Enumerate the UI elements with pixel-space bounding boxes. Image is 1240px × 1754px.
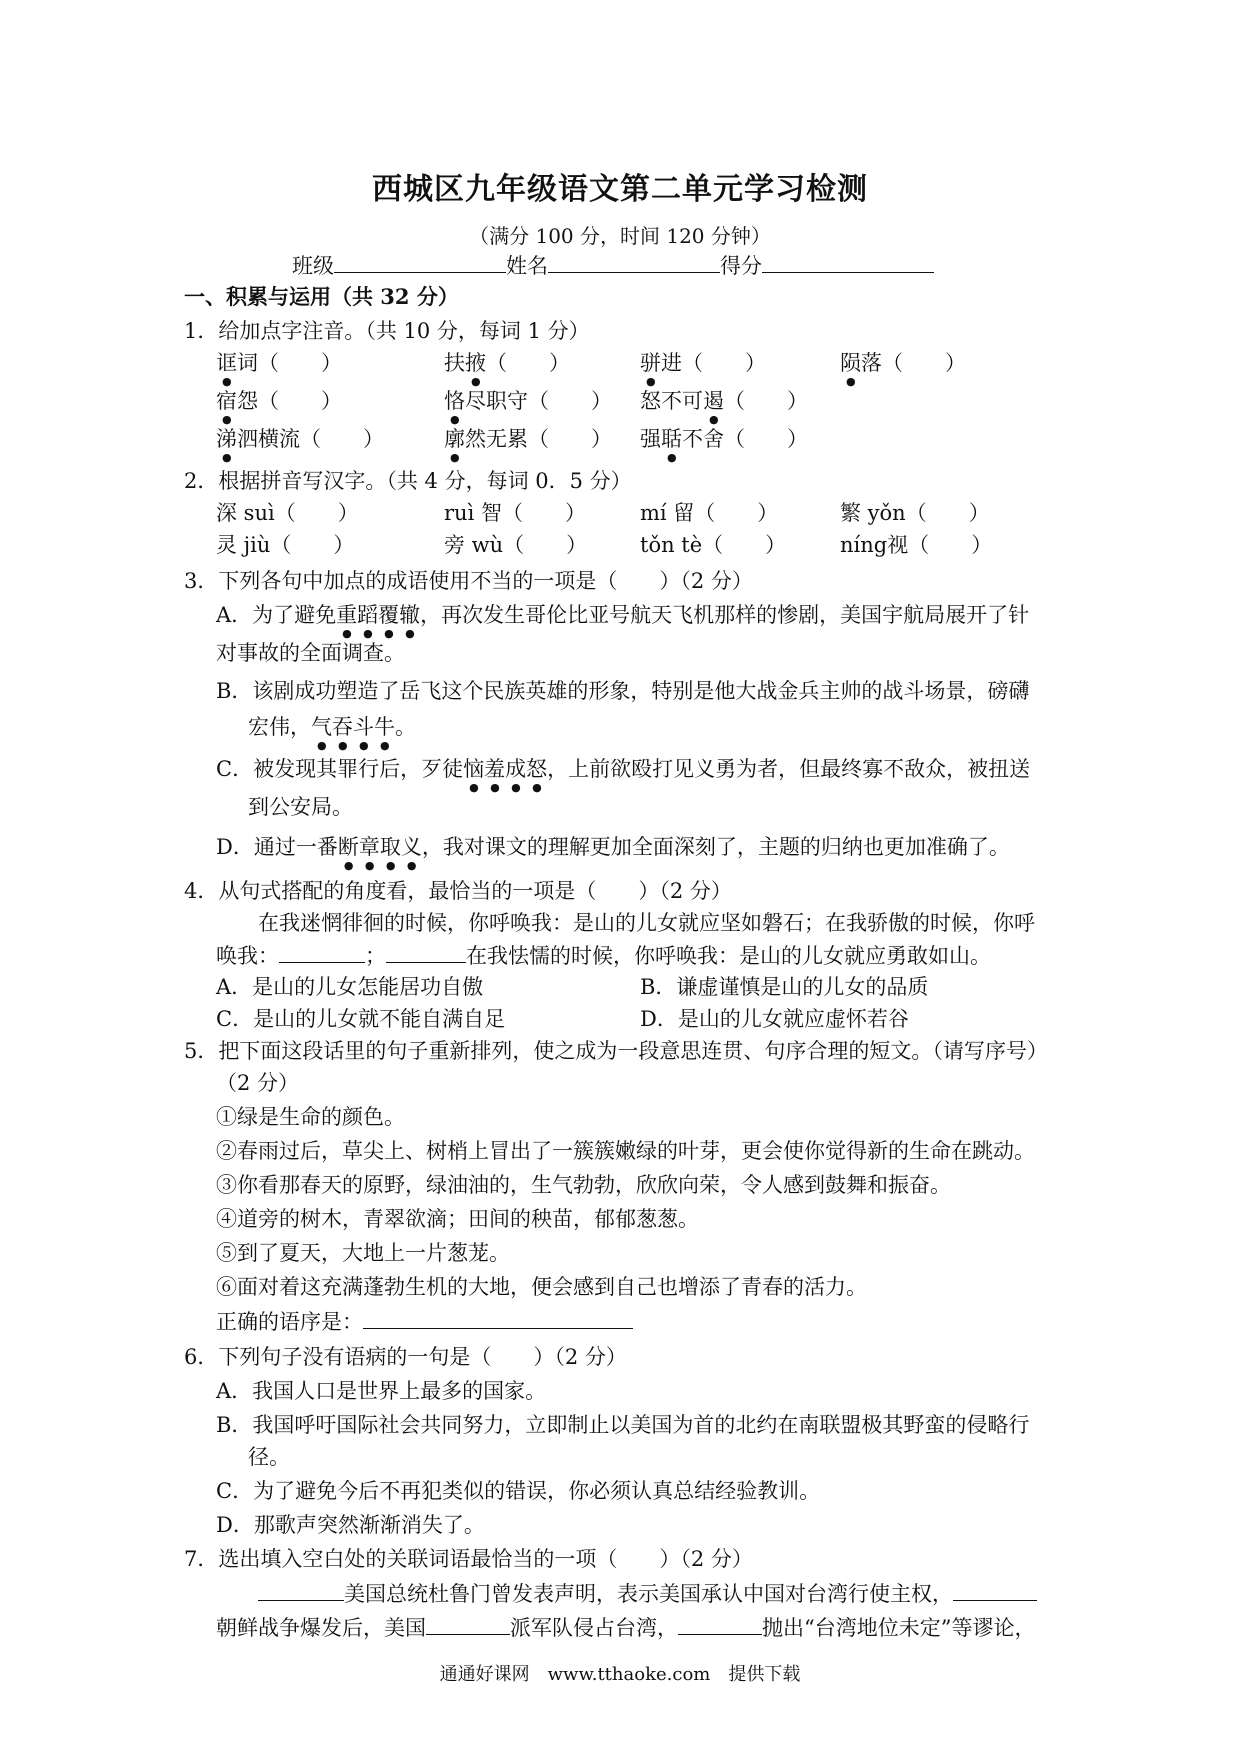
q5-sentence: ①绿是生命的颜色。 xyxy=(216,1105,405,1129)
q7-blank[interactable] xyxy=(953,1578,1037,1601)
q1-item: 廓然无累（ ） xyxy=(444,427,612,451)
section-heading: 一、积累与运用（共 32 分） xyxy=(184,284,459,309)
q4-option-a: A．是山的儿女怎能居功自傲 xyxy=(216,975,484,999)
q4-option-d: D．是山的儿女就应虚怀若谷 xyxy=(640,1007,909,1031)
name-label: 姓名 xyxy=(506,254,548,278)
q7-stem: 7．选出填入空白处的关联词语最恰当的一项（ ）（2 分） xyxy=(184,1547,753,1571)
q5-sentence: ③你看那春天的原野，绿油油的，生气勃勃，欣欣向荣，令人感到鼓舞和振奋。 xyxy=(216,1173,951,1197)
q5-sentence: ②春雨过后，草尖上、树梢上冒出了一簇簇嫩绿的叶芽，更会使你觉得新的生命在跳动。 xyxy=(216,1139,1035,1163)
class-label: 班级 xyxy=(292,254,334,278)
q6-stem: 6．下列句子没有语病的一句是（ ）（2 分） xyxy=(184,1345,627,1369)
q6-option-b: B．我国呼吁国际社会共同努力，立即制止以美国为首的北约在南联盟极其野蛮的侵略行 xyxy=(216,1413,1030,1437)
q1-item: 扶掖（ ） xyxy=(444,351,570,375)
q5-sentence: ④道旁的树木，青翠欲滴；田间的秧苗，郁郁葱葱。 xyxy=(216,1207,699,1231)
q6-option-a: A．我国人口是世界上最多的国家。 xyxy=(216,1379,547,1403)
q1-item: 诓词（ ） xyxy=(216,351,342,375)
q2-item: 繁 yǒn（ ） xyxy=(840,501,990,525)
q3-option-b: B．该剧成功塑造了岳飞这个民族英雄的形象，特别是他大战金兵主帅的战斗场景，磅礴 xyxy=(216,679,1030,703)
exam-subtitle: （满分 100 分，时间 120 分钟） xyxy=(469,224,771,248)
q2-item: ruì 智（ ） xyxy=(444,501,586,525)
q6-option-b-cont: 径。 xyxy=(248,1445,290,1469)
page-title: 西城区九年级语文第二单元学习检测 xyxy=(372,172,868,207)
score-field[interactable] xyxy=(762,250,934,273)
q7-blank[interactable] xyxy=(678,1612,762,1635)
q1-item: 强聒不舍（ ） xyxy=(640,427,808,451)
q1-item: 陨落（ ） xyxy=(840,351,966,375)
q4-option-c: C．是山的儿女就不能自满自足 xyxy=(216,1007,506,1031)
info-line xyxy=(292,250,934,281)
q6-option-d: D．那歌声突然渐渐消失了。 xyxy=(216,1513,485,1537)
q5-answer-line: 正确的语序是： xyxy=(216,1306,633,1337)
q1-stem: 1．给加点字注音。（共 10 分，每词 1 分） xyxy=(184,319,590,343)
q2-item: 深 suì（ ） xyxy=(216,501,359,525)
q4-passage: 在我迷惘徘徊的时候，你呼唤我：是山的儿女就应坚如磐石；在我骄傲的时候，你呼 xyxy=(258,911,1035,935)
q2-item: tǒn tè（ ） xyxy=(640,533,787,557)
q3-option-a: A．为了避免重蹈覆辙，再次发生哥伦比亚号航天飞机那样的惨剧，美国宇航局展开了针 xyxy=(216,603,1030,627)
q7-blank[interactable] xyxy=(426,1612,510,1635)
q5-answer-field[interactable] xyxy=(363,1306,633,1329)
q4-blank[interactable] xyxy=(386,940,466,963)
q3-option-a-cont: 对事故的全面调查。 xyxy=(216,641,405,665)
q1-item: 怒不可遏（ ） xyxy=(640,389,808,413)
q3-stem: 3．下列各句中加点的成语使用不当的一项是（ ）（2 分） xyxy=(184,569,753,593)
name-field[interactable] xyxy=(548,250,720,273)
q5-stem: 5．把下面这段话里的句子重新排列，使之成为一段意思连贯、句序合理的短文。（请写序号） xyxy=(184,1039,1048,1063)
q7-passage-cont: 朝鲜战争爆发后，美国 派军队侵占台湾， 抛出“台湾地位未定”等谬论， xyxy=(216,1612,1035,1643)
q7-blank[interactable] xyxy=(258,1578,344,1601)
q4-passage-cont: 唤我： ； 在我怯懦的时候，你呼唤我：是山的儿女就应勇敢如山。 xyxy=(216,940,991,971)
q3-option-c-cont: 到公安局。 xyxy=(248,795,353,819)
q1-item: 骈进（ ） xyxy=(640,351,766,375)
q4-blank[interactable] xyxy=(279,940,365,963)
class-field[interactable] xyxy=(334,250,506,273)
score-label: 得分 xyxy=(720,254,762,278)
q3-option-c: C．被发现其罪行后，歹徒恼羞成怒，上前欲殴打见义勇为者，但最终寡不敌众，被扭送 xyxy=(216,757,1031,781)
footer-source: 通通好课网 www.tthaoke.com 提供下载 xyxy=(439,1664,801,1685)
q5-sentence: ⑤到了夏天，大地上一片葱茏。 xyxy=(216,1241,510,1265)
q5-sentence: ⑥面对着这充满蓬勃生机的大地，便会感到自己也增添了青春的活力。 xyxy=(216,1275,867,1299)
q2-item: 旁 wù（ ） xyxy=(444,533,588,557)
q2-item: 灵 jiù（ ） xyxy=(216,533,355,557)
q2-item: níng视（ ） xyxy=(840,533,993,557)
q2-stem: 2．根据拼音写汉字。（共 4 分，每词 0．5 分） xyxy=(184,469,632,493)
q3-option-d: D．通过一番断章取义，我对课文的理解更加全面深刻了，主题的归纳也更加准确了。 xyxy=(216,835,1010,859)
q6-option-c: C．为了避免今后不再犯类似的错误，你必须认真总结经验教训。 xyxy=(216,1479,821,1503)
q7-passage: 美国总统杜鲁门曾发表声明，表示美国承认中国对台湾行使主权， xyxy=(258,1578,1037,1609)
q1-item: 宿怨（ ） xyxy=(216,389,342,413)
q2-item: mí 留（ ） xyxy=(640,501,779,525)
q1-item: 恪尽职守（ ） xyxy=(444,389,612,413)
q1-item: 涕泗横流（ ） xyxy=(216,427,384,451)
q4-stem: 4．从句式搭配的角度看，最恰当的一项是（ ）（2 分） xyxy=(184,879,732,903)
q3-option-b-cont: 宏伟，气吞斗牛。 xyxy=(248,715,416,739)
q4-option-b: B．谦虚谨慎是山的儿女的品质 xyxy=(640,975,929,999)
q5-score: （2 分） xyxy=(216,1071,300,1095)
